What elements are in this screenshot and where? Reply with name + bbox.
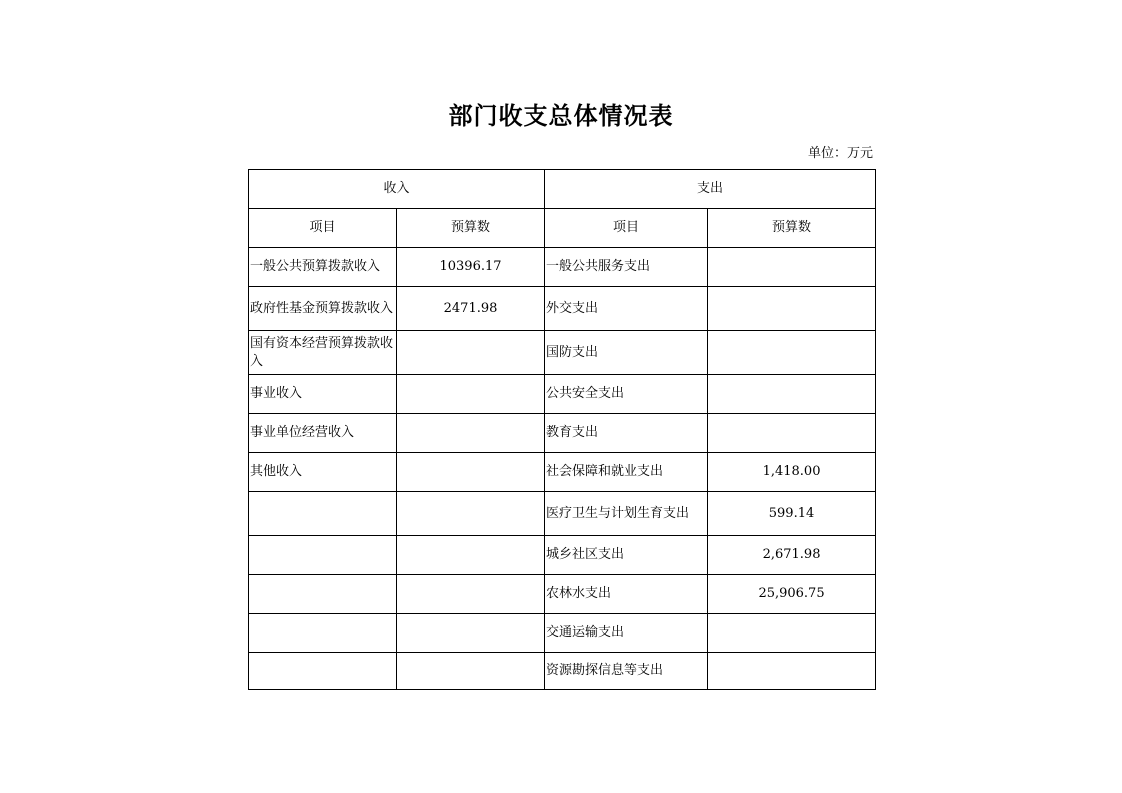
income-item-cell: 一般公共预算拨款收入 <box>249 248 397 287</box>
income-amount-cell <box>397 453 545 492</box>
income-item-cell <box>249 614 397 653</box>
expense-amount-cell <box>708 653 876 690</box>
table-row <box>249 375 876 414</box>
expense-item-cell: 教育支出 <box>545 414 708 453</box>
table-row <box>249 248 876 287</box>
income-amount-cell <box>397 331 545 375</box>
income-item-cell: 事业单位经营收入 <box>249 414 397 453</box>
income-item-cell: 事业收入 <box>249 375 397 414</box>
expense-amount-cell: 1,418.00 <box>708 453 876 492</box>
income-amount-cell <box>397 492 545 536</box>
expense-item-cell: 城乡社区支出 <box>545 536 708 575</box>
income-group-header: 收入 <box>249 170 545 209</box>
expense-amount-cell <box>708 248 876 287</box>
income-amount-cell: 2471.98 <box>397 287 545 331</box>
expense-group-header: 支出 <box>545 170 876 209</box>
income-amount-cell: 10396.17 <box>397 248 545 287</box>
income-item-cell <box>249 492 397 536</box>
table-row <box>249 536 876 575</box>
expense-amount-cell <box>708 331 876 375</box>
expense-item-header: 项目 <box>545 209 708 248</box>
table-row <box>249 653 876 690</box>
budget-table <box>248 169 876 690</box>
table-row <box>249 492 876 536</box>
income-amount-cell <box>397 614 545 653</box>
income-item-header: 项目 <box>249 209 397 248</box>
income-item-cell: 政府性基金预算拨款收入 <box>249 287 397 331</box>
income-amount-cell <box>397 653 545 690</box>
expense-amount-cell <box>708 414 876 453</box>
table-row <box>249 287 876 331</box>
expense-amount-cell: 599.14 <box>708 492 876 536</box>
expense-amount-cell: 25,906.75 <box>708 575 876 614</box>
income-item-cell: 其他收入 <box>249 453 397 492</box>
unit-label: 单位：万元 <box>807 146 873 161</box>
expense-amount-cell: 2,671.98 <box>708 536 876 575</box>
expense-item-cell: 医疗卫生与计划生育支出 <box>545 492 708 536</box>
column-header-row <box>249 209 876 248</box>
table-row <box>249 414 876 453</box>
group-header-row <box>249 170 876 209</box>
income-item-cell <box>249 575 397 614</box>
expense-item-cell: 国防支出 <box>545 331 708 375</box>
income-item-cell <box>249 653 397 690</box>
income-item-cell <box>249 536 397 575</box>
expense-amount-cell <box>708 614 876 653</box>
expense-budget-header: 预算数 <box>708 209 876 248</box>
expense-amount-cell <box>708 375 876 414</box>
expense-item-cell: 一般公共服务支出 <box>545 248 708 287</box>
income-amount-cell <box>397 536 545 575</box>
table-row <box>249 614 876 653</box>
expense-item-cell: 农林水支出 <box>545 575 708 614</box>
table-row <box>249 575 876 614</box>
table-row <box>249 331 876 375</box>
income-amount-cell <box>397 575 545 614</box>
income-budget-header: 预算数 <box>397 209 545 248</box>
income-amount-cell <box>397 414 545 453</box>
expense-item-cell: 外交支出 <box>545 287 708 331</box>
expense-item-cell: 交通运输支出 <box>545 614 708 653</box>
expense-item-cell: 社会保障和就业支出 <box>545 453 708 492</box>
page-title: 部门收支总体情况表 <box>448 101 674 130</box>
expense-item-cell: 公共安全支出 <box>545 375 708 414</box>
income-amount-cell <box>397 375 545 414</box>
expense-item-cell: 资源勘探信息等支出 <box>545 653 708 690</box>
table-row <box>249 453 876 492</box>
income-item-cell: 国有资本经营预算拨款收入 <box>249 331 397 375</box>
expense-amount-cell <box>708 287 876 331</box>
